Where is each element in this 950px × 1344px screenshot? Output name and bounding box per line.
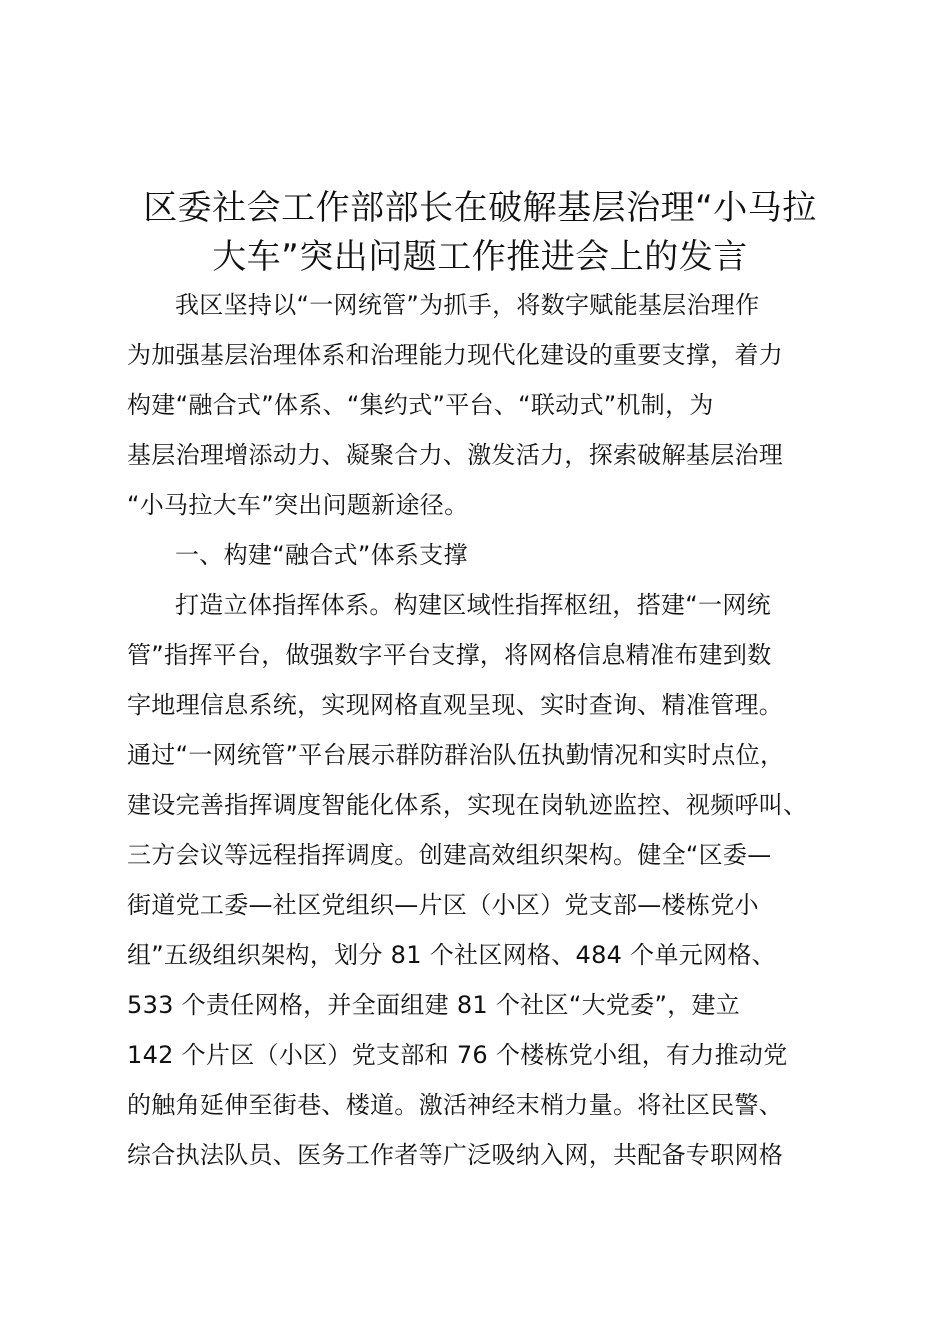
paragraph-line: 管”指挥平台，做强数字平台支撑，将网格信息精准布建到数 [127, 641, 772, 669]
paragraph-line: 142 个片区（小区）党支部和 76 个楼栋党小组，有力推动党 [127, 1041, 788, 1069]
paragraph-line: 533 个责任网格，并全面组建 81 个社区“大党委”，建立 [127, 991, 741, 1019]
paragraph-line: 字地理信息系统，实现网格直观呈现、实时查询、精准管理。 [127, 691, 784, 719]
paragraph-line: 通过“一网统管”平台展示群防群治队伍执勤情况和实时点位， [127, 741, 785, 769]
paragraph-line: 基层治理增添动力、凝聚合力、激发活力，探索破解基层治理 [127, 441, 784, 469]
paragraph-line: 构建“融合式”体系、“集约式”平台、“联动式”机制，为 [127, 391, 714, 419]
paragraph-line: 建设完善指挥调度智能化体系，实现在岗轨迹监控、视频呼叫、 [127, 791, 808, 819]
paragraph-line: 打造立体指挥体系。构建区域性指挥枢纽，搭建“一网统 [175, 591, 771, 619]
paragraph-line: 为加强基层治理体系和治理能力现代化建设的重要支撑，着力 [127, 341, 784, 369]
paragraph-line: 组”五级组织架构，划分 81 个社区网格、484 个单元网格、 [127, 941, 776, 969]
title-line-1: 区委社会工作部部长在破解基层治理“小马拉 [143, 188, 817, 228]
paragraph-line: 三方会议等远程指挥调度。创建高效组织架构。健全“区委— [127, 841, 772, 869]
section-heading: 一、构建“融合式”体系支撑 [175, 541, 468, 569]
paragraph-line: 综合执法队员、医务工作者等广泛吸纳入网，共配备专职网格 [127, 1141, 784, 1169]
paragraph-line: 我区坚持以“一网统管”为抓手，将数字赋能基层治理作 [175, 291, 760, 319]
paragraph-line: 的触角延伸至街巷、楼道。激活神经末梢力量。将社区民警、 [127, 1091, 784, 1119]
paragraph-line: 街道党工委—社区党组织—片区（小区）党支部—楼栋党小 [127, 891, 759, 919]
paragraph-line: “小马拉大车”突出问题新途径。 [127, 491, 469, 519]
title-line-2: 大车”突出问题工作推进会上的发言 [212, 237, 748, 277]
